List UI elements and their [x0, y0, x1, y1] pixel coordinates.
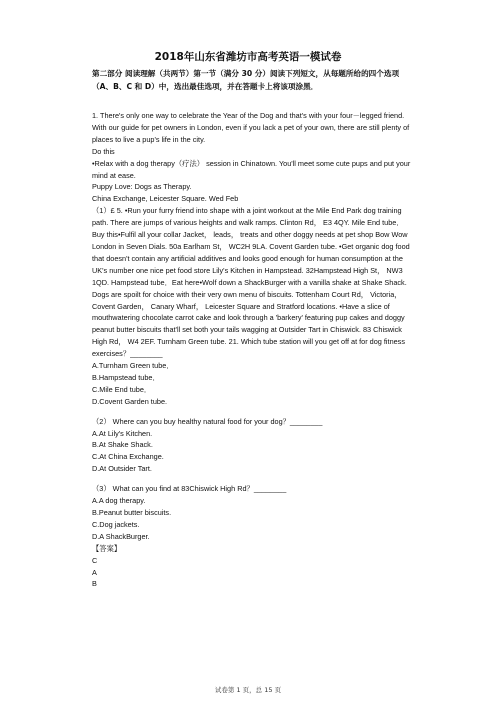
- answer-3: B: [92, 579, 97, 589]
- option-a: A.At Lily's Kitchen.: [92, 428, 153, 438]
- answer-label: 【答案】: [92, 543, 122, 553]
- passage-paragraph: Do this: [92, 146, 115, 156]
- option-d: D.At Outsider Tart.: [92, 464, 152, 474]
- passage-body: [92, 110, 412, 590]
- option-c: C.At China Exchange.: [92, 452, 164, 462]
- option-b: B.At Shake Shack.: [92, 440, 153, 450]
- answer-2: A: [92, 567, 97, 577]
- page-footer: 试卷第 1 页，总 15 页: [214, 686, 282, 694]
- answer-1: C: [92, 555, 98, 565]
- question-2: （2） Where can you buy healthy natural food for your dog？________: [92, 416, 323, 426]
- passage-paragraph: •Relax with a dog therapy（疗法） session in Chinatown. You'll meet some cute pups and put your mind at ease.: [92, 158, 411, 180]
- passage-paragraph: Puppy Love: Dogs as Therapy.: [92, 182, 192, 192]
- passage-paragraph: China Exchange, Leicester Square. Wed Feb: [92, 194, 239, 204]
- passage-paragraph: 1. There's only one way to celebrate the Year of the Dog and that's with your four－legged friend. With our guide for pet owners in London, even if you lack a pet of your own, there are still plenty of places to live a pup's life in the city.: [92, 111, 410, 144]
- question-3: （3） What can you find at 83Chiswick High Rd？________: [92, 484, 287, 494]
- option-b: B.Hampstead tube．: [92, 372, 160, 382]
- section-instruction: 第二部分 阅读理解（共两节）第一节（满分 30 分）阅读下列短文，从每题所给的四个选项（A、B、C 和 D）中，选出最佳选项，并在答题卡上将该项涂黑．: [92, 69, 400, 91]
- option-c: C.Dog jackets.: [92, 519, 140, 529]
- option-d: D.Covent Garden tube.: [92, 396, 168, 406]
- document-title: 2018年山东省潍坊市高考英语一模试卷: [154, 51, 342, 63]
- option-a: A.Turnham Green tube．: [92, 361, 174, 371]
- option-d: D.A ShackBurger.: [92, 531, 150, 541]
- option-a: A.A dog therapy.: [92, 496, 146, 506]
- option-c: C.Mile End tube．: [92, 384, 152, 394]
- option-b: B.Peanut butter biscuits.: [92, 508, 172, 517]
- passage-paragraph: （1）£ 5. •Run your furry friend into shape with a joint workout at the Mile End Park dog training path. There are jumps of various heights and walk ramps. Clinton Rd， E3 4QY. Mile End tube．Buy this•Fulfil all your collar Jacket， leads， treats and other doggy needs at pet shop Bow Wow London in Seven Dials. 50a Earlham St， WC2H 9LA. Covent Garden tube. •Get organic dog food that doesn't contain any artificial additives and looks good enough for human consumption at the UK's number one nice pet food store Lily's Kitchen in Hampstead. 32Hampstead High St， NW3 1QD. Hampstead tube．Eat here•Wolf down a ShackBurger with a vanilla shake at Shake Shack. Dogs are spoilt for choice with their very own menu of biscuits. Tottenham Court Rd， Victoria， Covent Garden， Canary Wharf， Leicester Square and Stratford locations. •Have a slice of mouthwatering chocolate carrot cake and look through a 'barkery' featuring pup cakes and doggy peanut butter biscuits that'll set both your tails wagging at Outsider Tart in Chiswick. 83 Chiswick High Rd， W4 2EF. Turnham Green tube. 21. Which tube station will you get off at for dog fitness exercises？________: [92, 206, 410, 359]
